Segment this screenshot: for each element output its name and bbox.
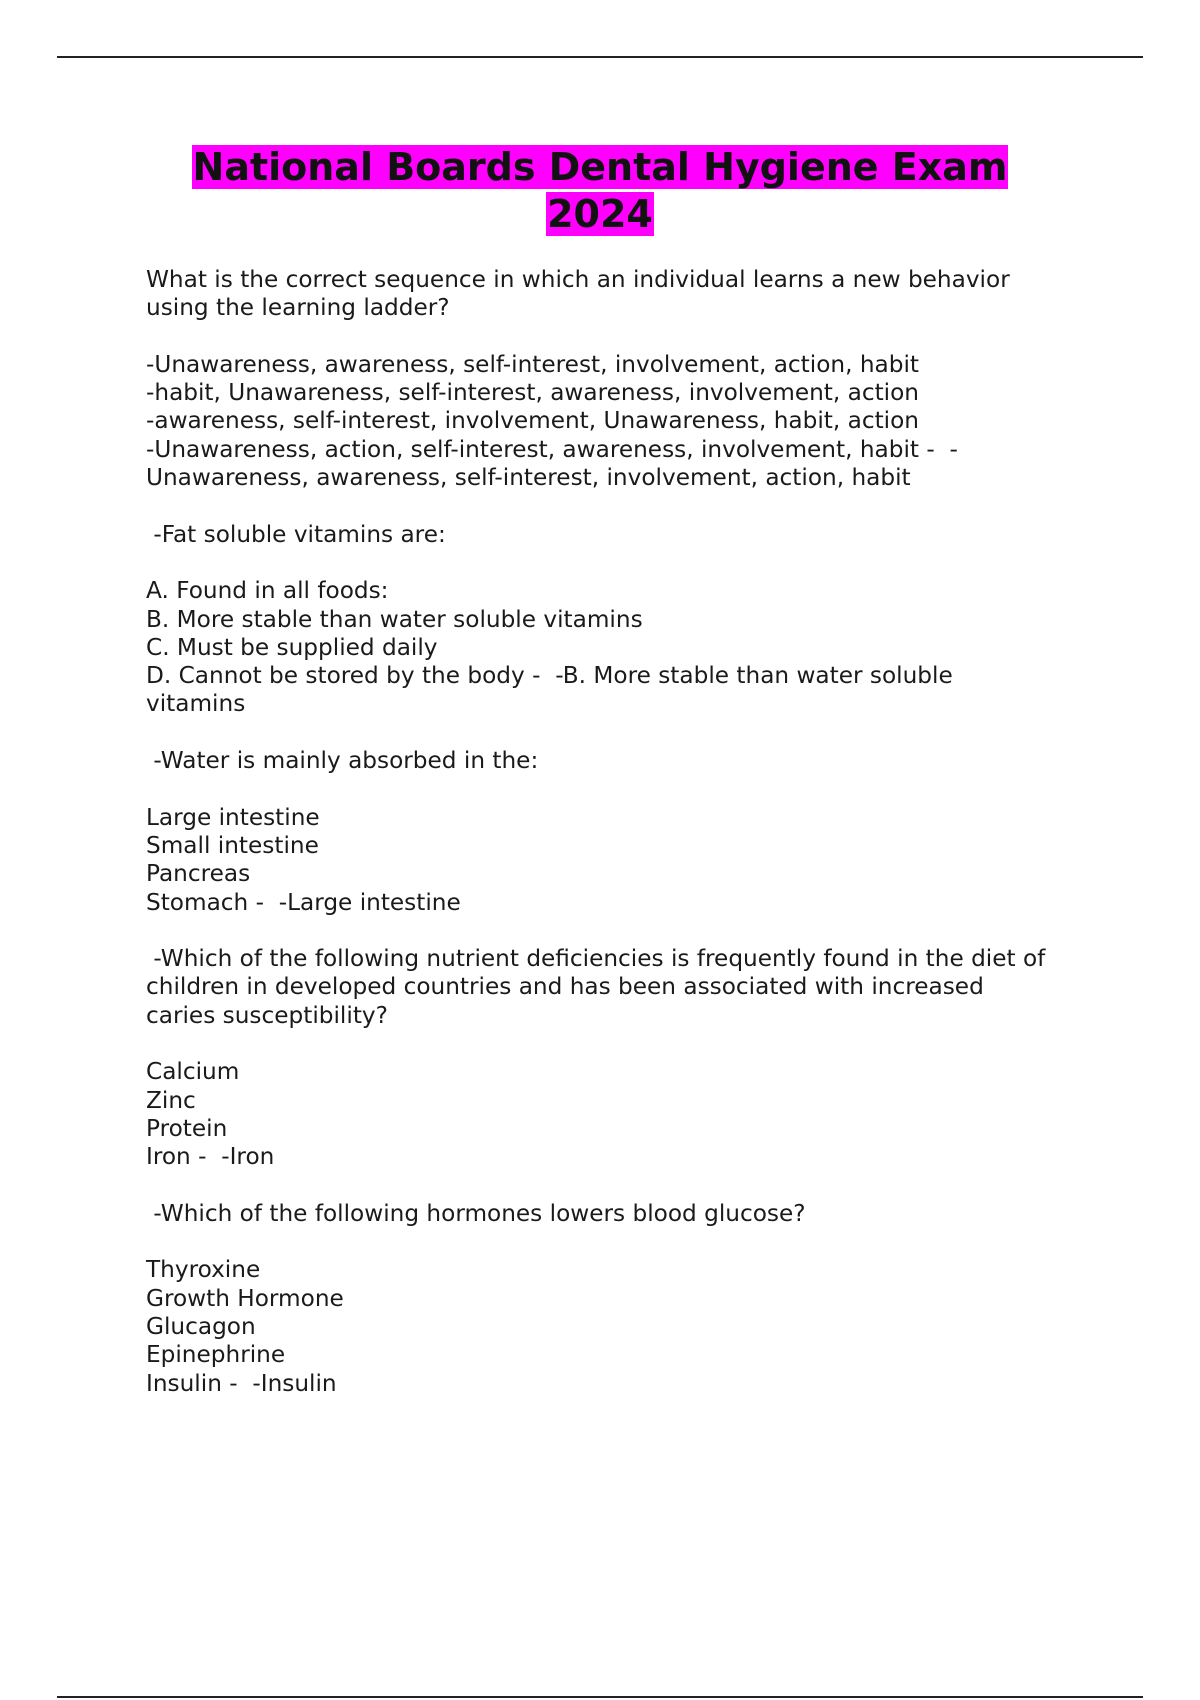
question-gap bbox=[146, 917, 1096, 945]
questions-body bbox=[146, 266, 1096, 1398]
option-line: Stomach - -Large intestine bbox=[146, 888, 461, 916]
option-line: Protein bbox=[146, 1114, 228, 1142]
option-line: Pancreas bbox=[146, 860, 251, 888]
answer-options bbox=[146, 1058, 1096, 1171]
bottom-rule bbox=[57, 1696, 1143, 1698]
top-rule bbox=[57, 56, 1143, 58]
question-gap bbox=[146, 719, 1096, 747]
option-line: -habit, Unawareness, self-interest, awareness, involvement, action bbox=[146, 379, 919, 407]
title-line-2: 2024 bbox=[547, 192, 653, 236]
option-line: -awareness, self-interest, involvement, Unawareness, habit, action bbox=[146, 407, 919, 435]
answer-options bbox=[146, 804, 1096, 917]
option-line: C. Must be supplied daily bbox=[146, 633, 438, 661]
option-line: Growth Hormone bbox=[146, 1284, 344, 1312]
option-line: Insulin - -Insulin bbox=[146, 1369, 337, 1397]
question-line: children in developed countries and has been associated with increased bbox=[146, 973, 984, 1001]
option-line: Small intestine bbox=[146, 831, 319, 859]
answer-options bbox=[146, 1256, 1096, 1397]
question-line: -Water is mainly absorbed in the: bbox=[146, 747, 539, 775]
question-gap bbox=[146, 492, 1096, 520]
question-text bbox=[146, 266, 1096, 323]
option-line: Thyroxine bbox=[146, 1256, 261, 1284]
option-line: B. More stable than water soluble vitamins bbox=[146, 605, 643, 633]
answer-gap bbox=[146, 1228, 1096, 1256]
question-line: -Which of the following nutrient deficiencies is frequently found in the diet of bbox=[146, 945, 1046, 973]
option-line: Unawareness, awareness, self-interest, involvement, action, habit bbox=[146, 464, 911, 492]
question-text bbox=[146, 747, 1096, 775]
option-line: Zinc bbox=[146, 1086, 196, 1114]
answer-gap bbox=[146, 775, 1096, 803]
option-line: vitamins bbox=[146, 690, 246, 718]
option-line: A. Found in all foods: bbox=[146, 577, 389, 605]
option-line: Calcium bbox=[146, 1058, 240, 1086]
option-line: Epinephrine bbox=[146, 1341, 286, 1369]
option-line: Glucagon bbox=[146, 1312, 256, 1340]
question-line: -Which of the following hormones lowers blood glucose? bbox=[146, 1199, 806, 1227]
option-line: D. Cannot be stored by the body - -B. More stable than water soluble bbox=[146, 662, 953, 690]
question-line: using the learning ladder? bbox=[146, 294, 450, 322]
question-text bbox=[146, 1200, 1096, 1228]
answer-gap bbox=[146, 549, 1096, 577]
answer-gap bbox=[146, 323, 1096, 351]
question-text bbox=[146, 945, 1096, 1030]
question-gap bbox=[146, 1172, 1096, 1200]
question-line: What is the correct sequence in which an individual learns a new behavior bbox=[146, 266, 1010, 293]
answer-options bbox=[146, 351, 1096, 492]
option-line: -Unawareness, awareness, self-interest, involvement, action, habit bbox=[146, 350, 919, 378]
question-text bbox=[146, 521, 1096, 549]
option-line: Iron - -Iron bbox=[146, 1143, 275, 1171]
question-line: caries susceptibility? bbox=[146, 1001, 388, 1029]
title-line-1: National Boards Dental Hygiene Exam bbox=[192, 145, 1008, 189]
answer-gap bbox=[146, 1030, 1096, 1058]
option-line: -Unawareness, action, self-interest, awareness, involvement, habit - - bbox=[146, 435, 958, 463]
document-title bbox=[100, 144, 1100, 238]
option-line: Large intestine bbox=[146, 803, 320, 831]
question-line: -Fat soluble vitamins are: bbox=[146, 520, 446, 548]
answer-options bbox=[146, 577, 1096, 718]
